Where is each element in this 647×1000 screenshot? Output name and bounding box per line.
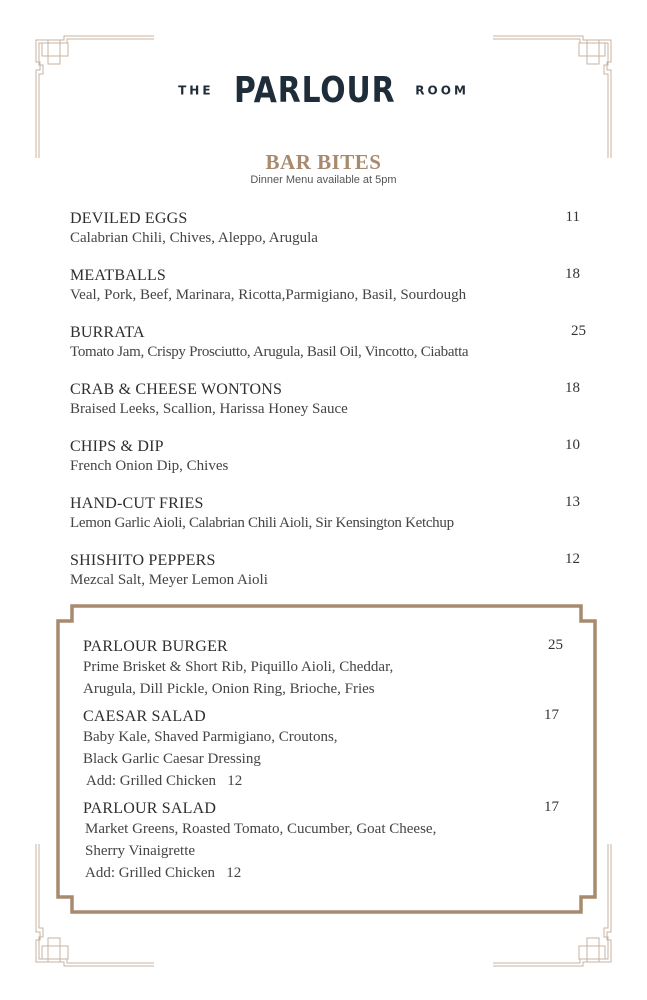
section-title: BAR BITES [265, 150, 382, 174]
featured-item [83, 799, 563, 884]
item-name: PARLOUR BURGER [83, 638, 228, 655]
item-price: 25 [548, 637, 563, 653]
item-description: Market Greens, Roasted Tomato, Cucumber, Goat Cheese, [85, 821, 437, 837]
featured-item [83, 637, 563, 700]
menu-item [70, 551, 580, 608]
item-description: Black Garlic Caesar Dressing [83, 751, 261, 767]
item-description: Baby Kale, Shaved Parmigiano, Croutons, [83, 729, 338, 745]
item-description: Tomato Jam, Crispy Prosciutto, Arugula, Basil Oil, Vincotto, Ciabatta [70, 344, 469, 360]
item-description: Mezcal Salt, Meyer Lemon Aioli [70, 572, 268, 588]
logo-parlour: PARLOUR [233, 70, 396, 111]
menu-item [70, 209, 580, 266]
item-price: 11 [565, 209, 580, 225]
featured-item-list [83, 637, 563, 891]
menu-item [70, 437, 580, 494]
menu-item [70, 494, 580, 551]
item-name: DEVILED EGGS [70, 210, 188, 227]
item-name: BURRATA [70, 324, 145, 341]
item-name: MEATBALLS [70, 267, 167, 284]
featured-item [83, 707, 563, 792]
item-description: Sherry Vinaigrette [85, 843, 196, 859]
item-addon: Add: Grilled Chicken 12 [85, 865, 242, 881]
item-price: 17 [544, 707, 559, 723]
item-price: 18 [565, 380, 580, 396]
item-name: HAND-CUT FRIES [70, 495, 204, 512]
item-description: French Onion Dip, Chives [70, 458, 229, 474]
menu-item [70, 323, 586, 380]
item-addon: Add: Grilled Chicken 12 [86, 773, 243, 789]
restaurant-logo [0, 70, 647, 111]
item-name: CRAB & CHEESE WONTONS [70, 381, 283, 398]
logo-the: THE [178, 83, 214, 98]
item-price: 12 [565, 551, 580, 567]
item-description: Arugula, Dill Pickle, Onion Ring, Brioche, Fries [83, 681, 375, 697]
item-description: Braised Leeks, Scallion, Harissa Honey Sauce [70, 401, 348, 417]
item-price: 18 [565, 266, 580, 282]
item-price: 17 [544, 799, 559, 815]
item-price: 10 [565, 437, 580, 453]
menu-item [70, 380, 580, 437]
item-name: PARLOUR SALAD [83, 800, 217, 817]
section-subtitle: Dinner Menu available at 5pm [250, 174, 397, 186]
item-description: Prime Brisket & Short Rib, Piquillo Aioli, Cheddar, [83, 659, 394, 675]
item-price: 25 [571, 323, 586, 339]
menu-item [70, 266, 580, 323]
menu-item-list [70, 209, 586, 608]
item-price: 13 [565, 494, 580, 510]
item-description: Lemon Garlic Aioli, Calabrian Chili Aioli, Sir Kensington Ketchup [70, 515, 454, 531]
logo-room: ROOM [415, 83, 469, 98]
item-name: CHIPS & DIP [70, 438, 164, 455]
item-description: Calabrian Chili, Chives, Aleppo, Arugula [70, 230, 318, 246]
item-description: Veal, Pork, Beef, Marinara, Ricotta,Parmigiano, Basil, Sourdough [70, 287, 467, 303]
item-name: SHISHITO PEPPERS [70, 552, 216, 569]
item-name: CAESAR SALAD [83, 708, 206, 725]
